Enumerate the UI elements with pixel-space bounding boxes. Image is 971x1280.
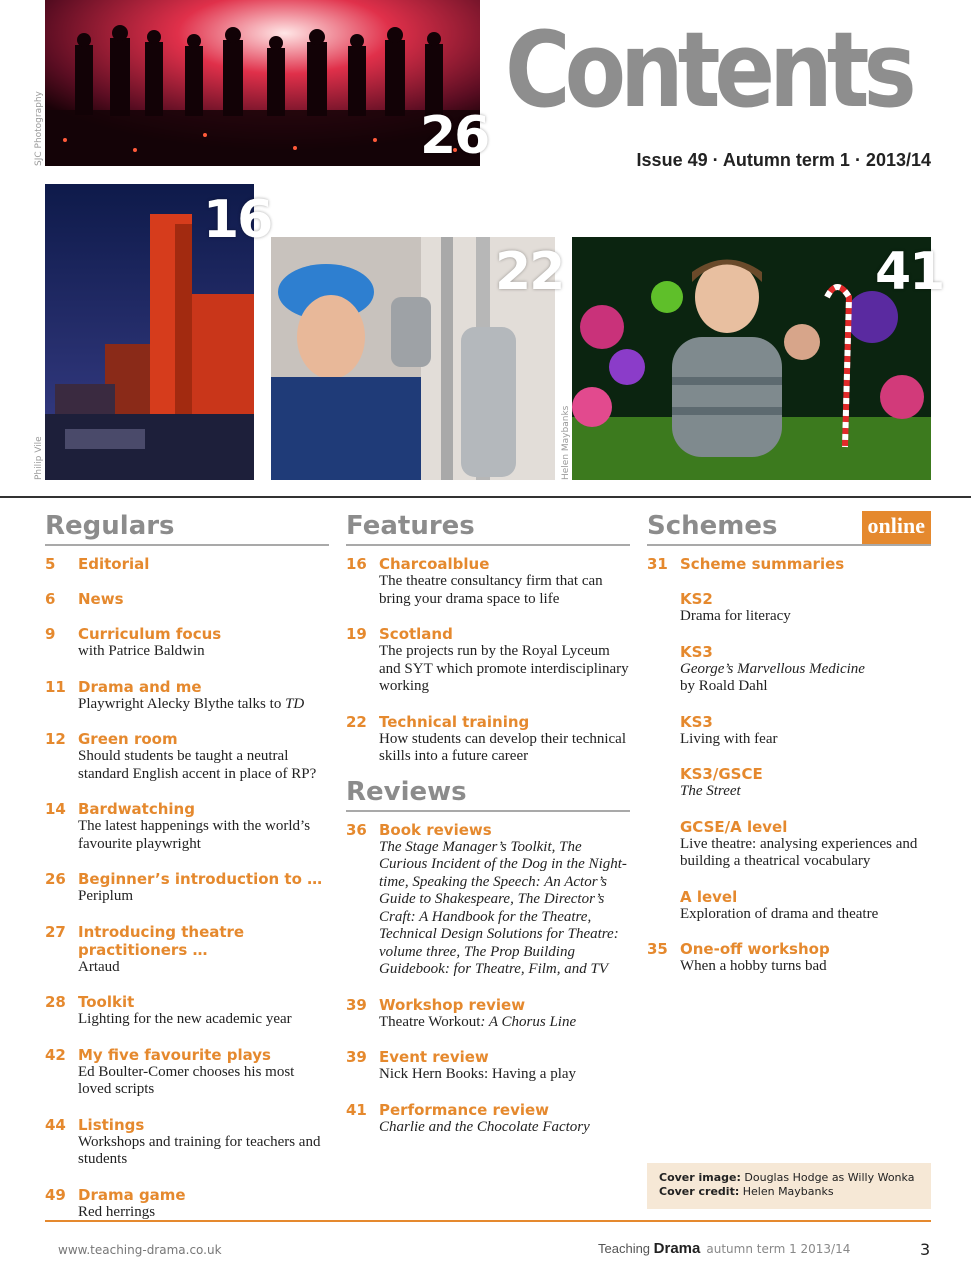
page-number: 39 <box>346 1048 367 1066</box>
top-divider <box>0 496 971 498</box>
page-number: 19 <box>346 625 367 643</box>
entry-title: Event review <box>379 1048 489 1066</box>
entry-title: Curriculum focus <box>78 625 222 643</box>
page-number: 41 <box>346 1100 367 1119</box>
toc-entry[interactable] <box>45 1116 329 1169</box>
cover-image-value: Douglas Hodge as Willy Wonka <box>744 1171 915 1184</box>
page-number: 36 <box>346 820 367 839</box>
features-column <box>346 508 630 1136</box>
fireworks-photo <box>45 0 480 166</box>
page-badge-41: 41 <box>875 242 944 302</box>
page-number: 22 <box>346 712 367 731</box>
page-number: 39 <box>346 995 367 1014</box>
page-badge-26: 26 <box>420 106 489 166</box>
entry-description: The Stage Manager’s Toolkit, The Curious Incident of the Dog in the Night-time, Speaking the Speech: An Actor’s Guide to Shakespeare, The Director’s Craft: A Handbook for the Theatre, Technical Design Solutions for Theatre: volume three, The Prop Building Guidebook: for Theatre, Film, and TV <box>379 838 627 977</box>
toc-entry[interactable] <box>45 1046 329 1099</box>
entry-description-italic: George’s Marvellous Medicine <box>680 660 865 677</box>
schemes-heading: Schemes online <box>647 508 931 546</box>
page-number: 44 <box>45 1115 66 1134</box>
entry-description: Workshops and training for teachers and students <box>78 1133 321 1167</box>
entry-description: Exploration of drama and theatre <box>680 905 879 922</box>
photo-credit-sjc: SJC Photography <box>34 91 44 166</box>
entry-title: GCSE/A level <box>680 817 788 836</box>
magazine-name: Teaching Drama <box>598 1240 701 1257</box>
reviews-heading: Reviews <box>346 774 630 812</box>
page-number: 42 <box>45 1045 66 1064</box>
footer-divider <box>45 1220 931 1222</box>
page-number: 49 <box>45 1185 66 1204</box>
regulars-heading: Regulars <box>45 508 329 546</box>
toc-entry[interactable] <box>45 590 329 608</box>
entry-title: KS3/GSCE <box>680 765 763 783</box>
entry-title: Drama and me <box>78 677 202 696</box>
toc-entry[interactable] <box>346 996 630 1032</box>
entry-description: Artaud <box>78 958 120 975</box>
toc-entry[interactable] <box>45 870 329 906</box>
scheme-entry[interactable] <box>647 888 931 924</box>
entry-title: Drama game <box>78 1185 186 1204</box>
entry-description: by Roald Dahl <box>680 678 768 694</box>
entry-title: A level <box>680 887 738 906</box>
toc-entry[interactable] <box>346 625 630 696</box>
scheme-entry[interactable] <box>647 713 931 749</box>
entry-description: The projects run by the Royal Lyceum and SYT which promote interdisciplinary working <box>379 643 629 694</box>
scheme-entry[interactable] <box>647 818 931 871</box>
entry-title: Toolkit <box>78 993 135 1011</box>
page-number: 9 <box>45 625 56 643</box>
photo-credit-maybanks: Helen Maybanks <box>561 405 571 480</box>
page-number: 5 <box>45 555 56 573</box>
entry-title: KS3 <box>680 642 713 661</box>
page-number: 14 <box>45 800 66 818</box>
issue-line: Issue 49 · Autumn term 1 · 2013/14 <box>636 150 931 170</box>
entry-title: Green room <box>78 730 178 748</box>
cover-credit-box <box>647 1163 931 1209</box>
entry-title: One-off workshop <box>680 940 830 958</box>
entry-description: The theatre consultancy firm that can bring your drama space to life <box>379 573 603 607</box>
page-number-footer: 3 <box>920 1240 931 1259</box>
performers-with-flares-photo-icon <box>45 0 480 166</box>
regulars-column <box>45 508 329 1221</box>
entry-description: with Patrice Baldwin <box>78 643 205 659</box>
entry-description: The Street <box>680 783 741 799</box>
entry-title: Performance review <box>379 1100 550 1119</box>
cover-credit-label: Cover credit: <box>659 1185 740 1198</box>
entry-title: Scotland <box>379 625 453 643</box>
toc-entry[interactable] <box>45 993 329 1029</box>
toc-entry[interactable] <box>346 821 630 979</box>
entry-title: Bardwatching <box>78 800 195 818</box>
page-number: 28 <box>45 993 66 1011</box>
cover-credit-value: Helen Maybanks <box>742 1185 834 1198</box>
entry-description: Charlie and the Chocolate Factory <box>379 1118 590 1135</box>
issue-term: autumn term 1 2013/14 <box>706 1242 851 1256</box>
entry-title: Scheme summaries <box>680 555 845 573</box>
entry-description: Red herrings <box>78 1203 156 1220</box>
entry-title: KS3 <box>680 712 713 731</box>
page-badge-22: 22 <box>495 242 564 302</box>
toc-entry[interactable] <box>45 800 329 853</box>
toc-entry[interactable] <box>45 1186 329 1222</box>
entry-description: Nick Hern Books: Having a play <box>379 1066 577 1082</box>
entry-description: Living with fear <box>680 730 778 747</box>
page-number: 6 <box>45 590 56 608</box>
scheme-entry[interactable] <box>647 590 931 626</box>
entry-description-italic: TD <box>285 695 305 712</box>
footer-website-link[interactable]: www.teaching-drama.co.uk <box>58 1243 222 1257</box>
entry-description-italic: : A Chorus Line <box>480 1013 577 1030</box>
page-number: 27 <box>45 922 66 941</box>
entry-description: Ed Boulter-Comer chooses his most loved scripts <box>78 1063 295 1097</box>
page-number: 12 <box>45 730 66 748</box>
toc-entry[interactable] <box>346 555 630 608</box>
entry-title: Book reviews <box>379 820 492 839</box>
toc-entry[interactable] <box>647 555 931 573</box>
entry-description: How students can develop their technical skills into a future career <box>379 730 627 764</box>
toc-entry[interactable] <box>346 1048 630 1084</box>
online-badge: online <box>862 511 931 544</box>
entry-title: Editorial <box>78 555 150 573</box>
scheme-entry[interactable] <box>647 765 931 801</box>
page-number: 16 <box>346 555 367 573</box>
photo-credit-vile: Philip Vile <box>34 436 44 480</box>
entry-title: Technical training <box>379 712 530 731</box>
toc-entry[interactable] <box>45 923 329 977</box>
toc-entry[interactable] <box>45 678 329 714</box>
entry-description: Drama for literacy <box>680 608 791 624</box>
entry-description: Should students be taught a neutral standard English accent in place of RP? <box>78 748 317 782</box>
entry-title: News <box>78 590 124 608</box>
entry-description: When a hobby turns bad <box>680 958 827 974</box>
page-title: Contents <box>505 9 911 131</box>
features-heading: Features <box>346 508 630 546</box>
cover-image-label: Cover image: <box>659 1171 741 1184</box>
entry-description: Lighting for the new academic year <box>78 1011 292 1027</box>
entry-title: My five favourite plays <box>78 1045 271 1064</box>
schemes-column <box>647 508 931 976</box>
entry-title: Introducing theatre practitioners … <box>78 922 245 959</box>
entry-title: Listings <box>78 1115 145 1134</box>
entry-title: KS2 <box>680 590 713 608</box>
footer-magazine-info <box>598 1240 850 1257</box>
toc-entry[interactable] <box>346 1101 630 1137</box>
toc-entry[interactable] <box>45 625 329 661</box>
entry-title: Workshop review <box>379 995 526 1014</box>
toc-entry[interactable] <box>45 555 329 573</box>
entry-description: Periplum <box>78 888 133 904</box>
page-number: 35 <box>647 940 668 958</box>
scheme-entry[interactable] <box>647 643 931 696</box>
entry-description: Live theatre: analysing experiences and building a theatrical vocabulary <box>680 835 918 869</box>
entry-title: Charcoalblue <box>379 555 490 573</box>
entry-title: Beginner’s introduction to … <box>78 870 323 888</box>
page-badge-16: 16 <box>203 190 272 250</box>
page-number: 11 <box>45 677 66 696</box>
entry-description: Playwright Alecky Blythe talks to TD <box>78 695 305 712</box>
entry-description: The latest happenings with the world’s favourite playwright <box>78 818 311 852</box>
toc-entry[interactable] <box>346 713 630 766</box>
page-number: 31 <box>647 555 668 573</box>
page-number: 26 <box>45 870 66 888</box>
entry-description: Theatre Workout: A Chorus Line <box>379 1013 577 1030</box>
toc-entry[interactable] <box>647 940 931 976</box>
toc-entry[interactable] <box>45 730 329 783</box>
